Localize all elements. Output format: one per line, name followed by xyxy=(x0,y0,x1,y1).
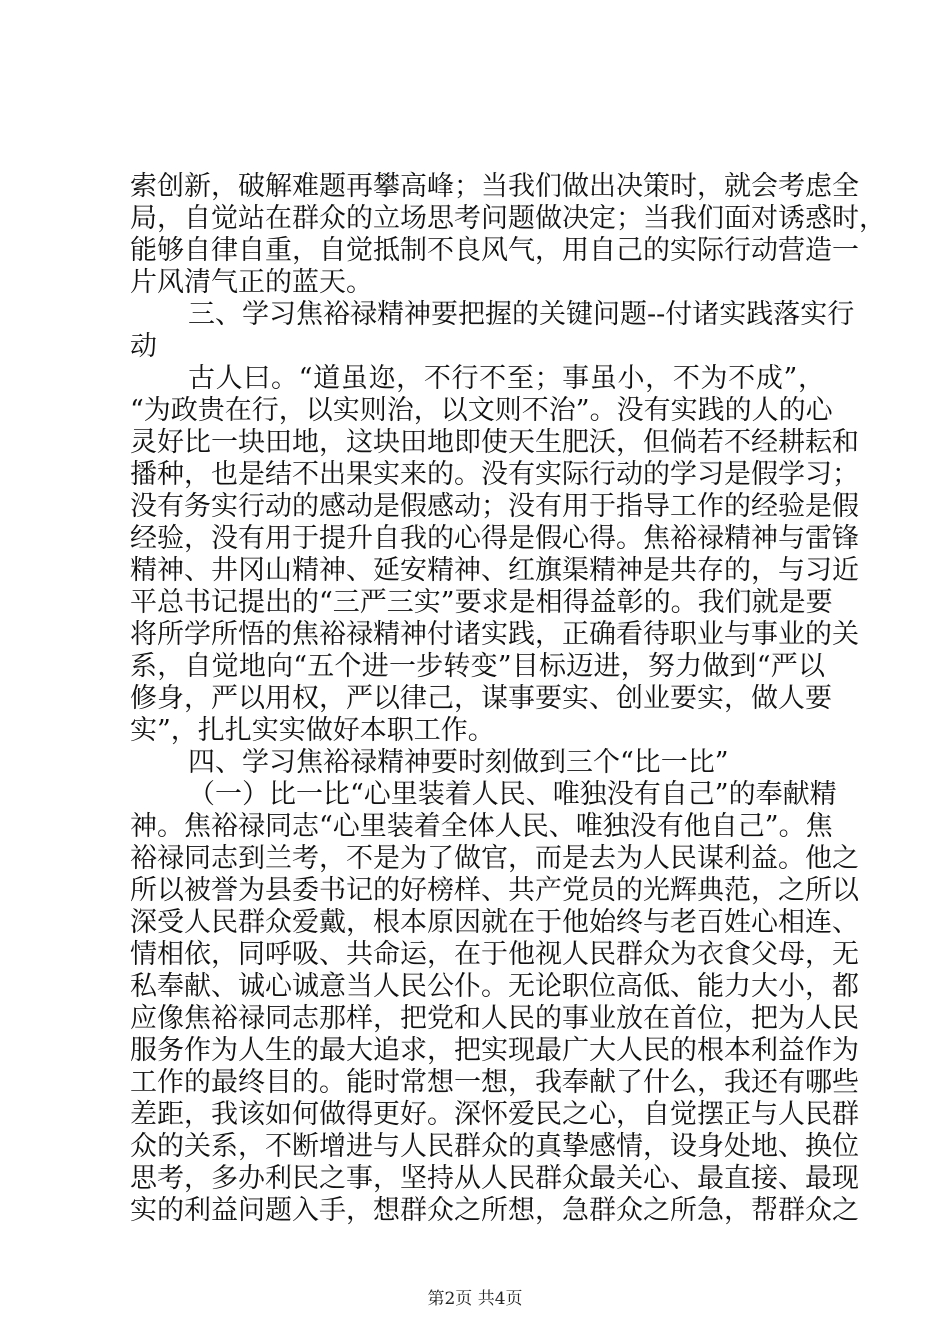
text-line: 裕禄同志到兰考，不是为了做官，而是去为人民谋利益。他之 xyxy=(130,843,859,874)
text-line: 系，自觉地向“五个进一步转变”目标迈进，努力做到“严以 xyxy=(130,651,825,682)
text-line: 经验，没有用于提升自我的心得是假心得。焦裕禄精神与雷锋 xyxy=(130,523,859,554)
document-body xyxy=(130,170,886,1226)
text-line: 服务作为人生的最大追求，把实现最广大人民的根本利益作为 xyxy=(130,1035,859,1066)
text-line: 思考，多办利民之事，坚持从人民群众最关心、最直接、最现 xyxy=(130,1163,859,1194)
text-line: “为政贵在行，以实则治，以文则不治”。没有实践的人的心 xyxy=(130,395,833,426)
text-line: 索创新，破解难题再攀高峰；当我们做出决策时，就会考虑全 xyxy=(130,171,859,202)
text-line: 工作的最终目的。能时常想一想，我奉献了什么，我还有哪些 xyxy=(130,1067,859,1098)
text-line: 没有务实行动的感动是假感动；没有用于指导工作的经验是假 xyxy=(130,491,859,522)
section-heading: 三、学习焦裕禄精神要把握的关键问题--付诸实践落实行 xyxy=(188,299,855,330)
text-line: 平总书记提出的“三严三实”要求是相得益彰的。我们就是要 xyxy=(130,587,833,618)
text-line: 将所学所悟的焦裕禄精神付诸实践，正确看待职业与事业的关 xyxy=(130,619,859,650)
text-line: 深受人民群众爱戴，根本原因就在于他始终与老百姓心相连、 xyxy=(130,907,859,938)
page-number-footer: 第2页 共4页 xyxy=(427,1289,523,1309)
text-line: 众的关系，不断增进与人民群众的真挚感情，设身处地、换位 xyxy=(130,1131,859,1162)
subsection-heading: （一）比一比“心里装着人民、唯独没有自己”的奉献精 xyxy=(188,779,837,810)
text-line: 神。焦裕禄同志“心里装着全体人民、唯独没有他自己”。焦 xyxy=(130,811,833,842)
text-line: 实的利益问题入手，想群众之所想，急群众之所急，帮群众之 xyxy=(130,1195,859,1226)
text-line: 情相依，同呼吸、共命运，在于他视人民群众为衣食父母，无 xyxy=(130,939,859,970)
text-line: 修身，严以用权，严以律己，谋事要实、创业要实，做人要 xyxy=(130,683,832,714)
text-line: 精神、井冈山精神、延安精神、红旗渠精神是共存的，与习近 xyxy=(130,555,859,586)
text-line: 实”，扎扎实实做好本职工作。 xyxy=(130,715,495,746)
text-line: 古人曰。“道虽迩，不行不至；事虽小，不为不成”， xyxy=(188,363,825,394)
text-line: 灵好比一块田地，这块田地即使天生肥沃，但倘若不经耕耘和 xyxy=(130,427,859,458)
section-heading: 四、学习焦裕禄精神要时刻做到三个“比一比” xyxy=(188,747,729,778)
text-line: 能够自律自重，自觉抵制不良风气，用自己的实际行动营造一 xyxy=(130,235,859,266)
text-line: 私奉献、诚心诚意当人民公仆。无论职位高低、能力大小，都 xyxy=(130,971,859,1002)
text-line: 局，自觉站在群众的立场思考问题做决定；当我们面对诱惑时， xyxy=(130,203,886,234)
section-heading-continued: 动 xyxy=(130,331,157,362)
text-line: 片风清气正的蓝天。 xyxy=(130,267,373,298)
text-line: 所以被誉为县委书记的好榜样、共产党员的光辉典范，之所以 xyxy=(130,875,859,906)
text-line: 差距，我该如何做得更好。深怀爱民之心，自觉摆正与人民群 xyxy=(130,1099,859,1130)
text-line: 播种，也是结不出果实来的。没有实际行动的学习是假学习； xyxy=(130,459,859,490)
text-line: 应像焦裕禄同志那样，把党和人民的事业放在首位，把为人民 xyxy=(130,1003,859,1034)
